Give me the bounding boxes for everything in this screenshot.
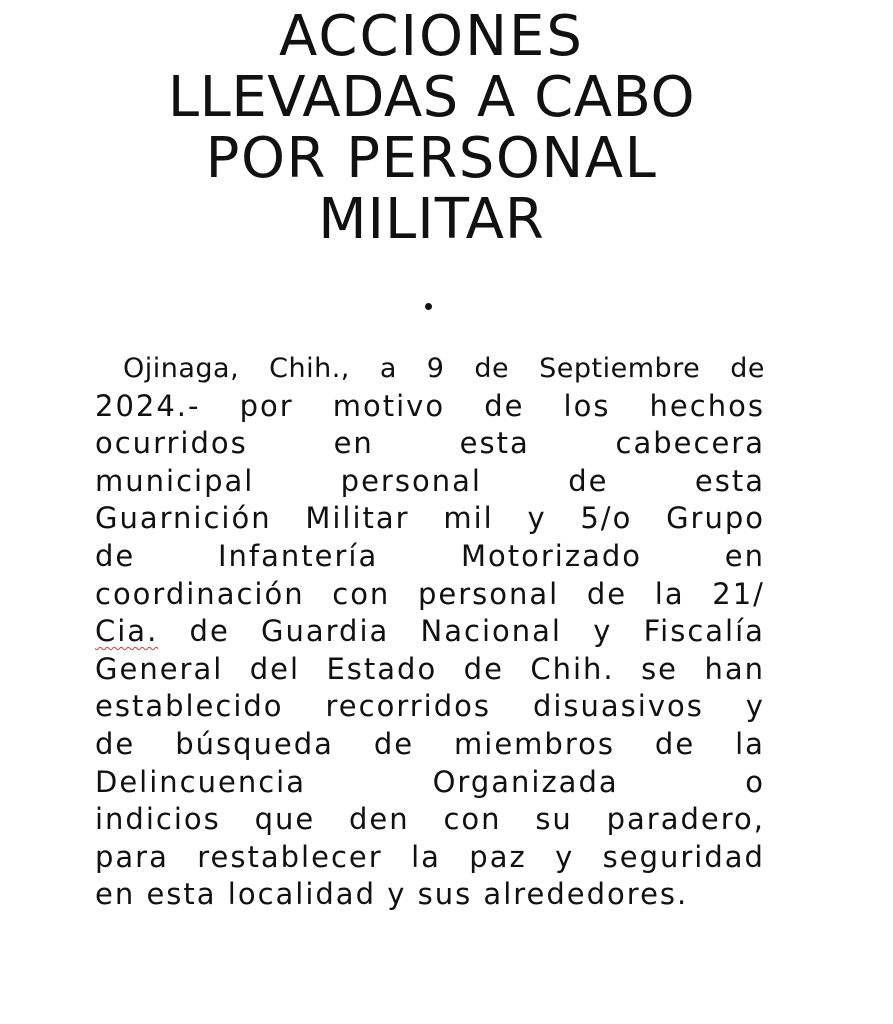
paragraph-word: Ojinaga, bbox=[123, 353, 240, 384]
paragraph-line bbox=[95, 425, 765, 463]
paragraph-word: alrededores. bbox=[483, 877, 689, 912]
paragraph-word: en bbox=[724, 538, 765, 573]
paragraph-word: indicios bbox=[95, 802, 221, 837]
paragraph-word: Infantería bbox=[217, 538, 379, 573]
paragraph-word: 9 bbox=[426, 353, 445, 384]
paragraph-line bbox=[95, 839, 765, 877]
paragraph-word: sus bbox=[417, 877, 473, 912]
paragraph-word: mil bbox=[443, 501, 494, 536]
paragraph-word: Grupo bbox=[666, 501, 765, 536]
paragraph-word: Guardia bbox=[261, 614, 390, 649]
paragraph-word: de bbox=[586, 576, 628, 611]
paragraph-word: de bbox=[474, 353, 510, 384]
paragraph-line bbox=[95, 613, 765, 651]
paragraph-line bbox=[95, 463, 765, 501]
paragraph-word: Militar bbox=[305, 501, 410, 536]
paragraph-word: cabecera bbox=[615, 426, 765, 461]
headline-line-1: ACCIONES bbox=[279, 4, 584, 69]
paragraph-word: Fiscalía bbox=[643, 614, 765, 649]
paragraph-word: localidad bbox=[227, 877, 376, 912]
paragraph-word: de bbox=[373, 726, 415, 761]
paragraph-word: Organizada bbox=[432, 764, 619, 799]
paragraph-word: se bbox=[641, 651, 679, 686]
paragraph-word: y bbox=[387, 877, 407, 912]
paragraph-line bbox=[95, 801, 765, 839]
paragraph-word: motivo bbox=[332, 388, 446, 423]
paragraph-word: por bbox=[239, 388, 294, 423]
paragraph-word: Estado bbox=[326, 651, 438, 686]
paragraph-word: de bbox=[654, 726, 696, 761]
paragraph-line bbox=[95, 688, 765, 726]
paragraph-word: han bbox=[704, 651, 765, 686]
paragraph-word: con bbox=[332, 576, 391, 611]
paragraph-line bbox=[95, 350, 765, 388]
paragraph-line bbox=[95, 500, 765, 538]
paragraph-word: restablecer bbox=[197, 839, 383, 874]
paragraph-word: municipal bbox=[95, 463, 255, 498]
paragraph-word: seguridad bbox=[602, 839, 765, 874]
paragraph-word: de bbox=[568, 463, 609, 498]
paragraph-line bbox=[95, 576, 765, 614]
paragraph-word: personal bbox=[340, 463, 482, 498]
paragraph-word: de bbox=[95, 726, 136, 761]
paragraph-word: en bbox=[95, 877, 136, 912]
paragraph-word: su bbox=[535, 802, 573, 837]
paragraph-word: ocurridos bbox=[95, 426, 248, 461]
headline-line-4: MILITAR bbox=[318, 187, 545, 252]
paragraph-word: la bbox=[654, 576, 685, 611]
paragraph-word: con bbox=[443, 802, 502, 837]
paragraph-line bbox=[95, 651, 765, 689]
paragraph-line bbox=[95, 764, 765, 802]
headline bbox=[0, 6, 863, 250]
paragraph-word: Guarnición bbox=[95, 501, 272, 536]
paragraph-word: establecido bbox=[95, 689, 284, 724]
paragraph-word: Motorizado bbox=[460, 538, 642, 573]
paragraph-line bbox=[95, 876, 765, 914]
paragraph-word: Chih. bbox=[530, 651, 615, 686]
paragraph-word: 2024.- bbox=[95, 388, 201, 423]
paragraph-word: Delincuencia bbox=[95, 764, 306, 799]
paragraph-word: la bbox=[411, 839, 441, 874]
headline-line-3: POR PERSONAL bbox=[205, 126, 658, 191]
paragraph-word: paz bbox=[469, 839, 527, 874]
paragraph-word: esta bbox=[459, 426, 530, 461]
paragraph-word: Cia. bbox=[95, 614, 159, 649]
paragraph-word: General bbox=[95, 651, 224, 686]
paragraph-word: a bbox=[379, 353, 397, 384]
paragraph-word: de bbox=[189, 614, 230, 649]
paragraph-word: 5/o bbox=[580, 501, 633, 536]
paragraph-word: coordinación bbox=[95, 576, 305, 611]
paragraph-word: y bbox=[745, 689, 765, 724]
paragraph-word: o bbox=[745, 764, 765, 799]
paragraph-word: recorridos bbox=[325, 689, 491, 724]
paragraph-word: 21/ bbox=[712, 576, 765, 611]
paragraph-word: disuasivos bbox=[532, 689, 704, 724]
paragraph-word: Chih., bbox=[269, 353, 350, 384]
headline-line-2: LLEVADAS A CABO bbox=[167, 65, 696, 130]
body-paragraph bbox=[95, 350, 765, 914]
paragraph-word: de bbox=[484, 388, 525, 423]
paragraph-word: paradero, bbox=[606, 802, 765, 837]
paragraph-word: de bbox=[730, 353, 765, 384]
paragraph-word: de bbox=[95, 538, 136, 573]
paragraph-word: Nacional bbox=[420, 614, 562, 649]
paragraph-word: den bbox=[349, 802, 410, 837]
paragraph-word: para bbox=[95, 839, 169, 874]
paragraph-word: esta bbox=[694, 463, 765, 498]
paragraph-word: la bbox=[735, 726, 765, 761]
paragraph-word: que bbox=[254, 802, 316, 837]
paragraph-word: y bbox=[527, 501, 547, 536]
paragraph-word: del bbox=[249, 651, 301, 686]
separator-dot bbox=[425, 303, 432, 310]
paragraph-word: miembros bbox=[454, 726, 615, 761]
paragraph-word: de bbox=[463, 651, 504, 686]
paragraph-line bbox=[95, 538, 765, 576]
paragraph-word: y bbox=[555, 839, 575, 874]
paragraph-word: los bbox=[563, 388, 611, 423]
paragraph-word: en bbox=[333, 426, 374, 461]
paragraph-word: personal bbox=[417, 576, 560, 611]
paragraph-line bbox=[95, 726, 765, 764]
paragraph-word: Septiembre bbox=[539, 353, 701, 384]
paragraph-word: búsqueda bbox=[175, 726, 334, 761]
paragraph-word: esta bbox=[146, 877, 217, 912]
paragraph-word: y bbox=[593, 614, 613, 649]
paragraph-word: hechos bbox=[649, 388, 765, 423]
paragraph-line bbox=[95, 388, 765, 426]
